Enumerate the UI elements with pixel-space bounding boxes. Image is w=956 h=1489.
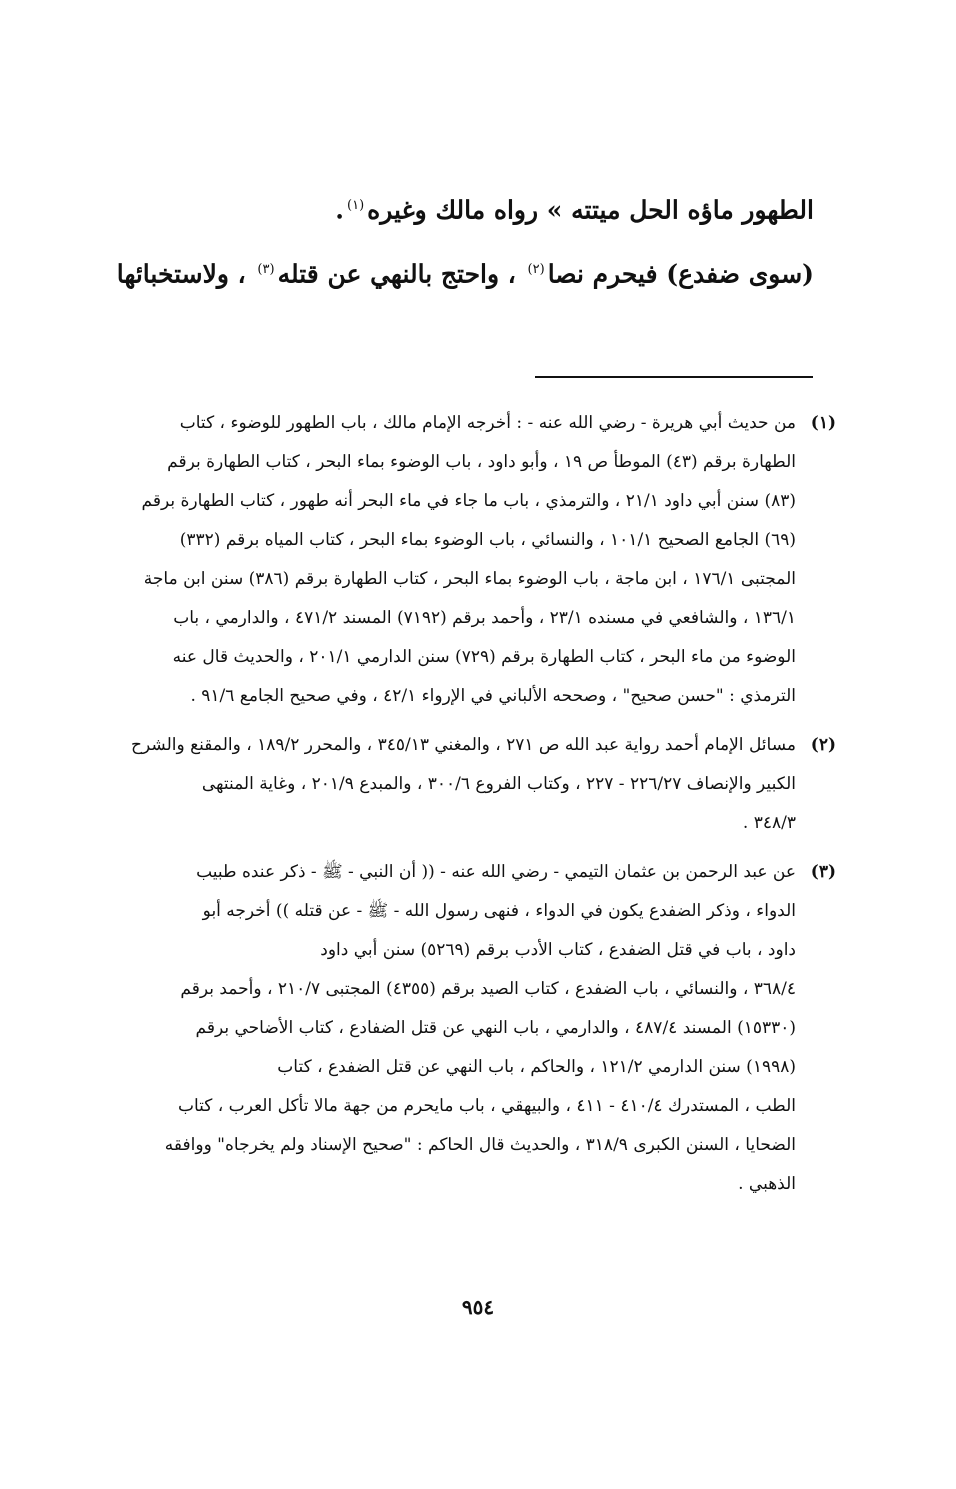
footnote-line: (١٩٩٨) سنن الدارمي ١٢١/٢ ، والحاكم ، باب النهي عن قتل الضفدع ، كتاب [277, 1057, 796, 1077]
footnote-line: ١٣٦/١ ، والشافعي في مسنده ٢٣/١ ، وأحمد برقم (٧١٩٢) المسند ٤٧١/٢ ، والدارمي ، باب [173, 608, 796, 628]
main-text [62, 176, 814, 305]
main-line-2-text-c: ، ولاستخبائها [116, 259, 246, 289]
footnote-3 [66, 853, 836, 1204]
footnote-ref-1: (١) [347, 198, 365, 213]
footnote-line: الترمذي : "حسن صحيح" ، وصححه الألباني في الإرواء ٤٢/١ ، وفي صحيح الجامع ٩١/٦ . [190, 686, 796, 706]
footnote-line: الدواء ، وذكر الضفدع يكون في الدواء ، فنهى رسول الله - ﷺ - عن قتله )) أخرجه أبو [202, 901, 796, 921]
main-line-2-text-b: ، واحتج بالنهي عن قتله [277, 259, 516, 289]
footnote-line: من حديث أبي هريرة - رضي الله عنه - : أخرجه الإمام مالك ، باب الطهور للوضوء ، كتاب [179, 413, 796, 433]
page-number: ٩٥٤ [461, 1295, 495, 1319]
footnote-line: (٨٣) سنن أبي داود ٢١/١ ، والترمذي ، باب ما جاء في ماء البحر أنه طهور ، كتاب الطهارة برقم [141, 491, 796, 511]
footnote-number: (١) [810, 413, 836, 433]
main-line-2 [62, 240, 814, 304]
main-line-1-end: . [335, 195, 345, 225]
footnote-separator [535, 376, 813, 378]
footnote-line: ٣٤٨/٣ . [742, 813, 796, 833]
footnote-line: الوضوء من ماء البحر ، كتاب الطهارة برقم (٧٢٩) سنن الدارمي ٢٠١/١ ، والحديث قال عنه [172, 647, 796, 667]
footnote-line: عن عبد الرحمن بن عثمان التيمي - رضي الله عنه - (( أن النبي - ﷺ - ذكر عنده طبيب [196, 862, 796, 882]
footnote-line: داود ، باب في قتل الضفدع ، كتاب الأدب برقم (٥٢٦٩) سنن أبي داود [320, 940, 796, 960]
footnote-line: الكبير والإنصاف ٢٢٦/٢٧ - ٢٢٧ ، وكتاب الفروع ٣٠٠/٦ ، والمبدع ٢٠١/٩ ، وغاية المنتهى [201, 774, 796, 794]
matn-highlight: (سوى ضفدع) [666, 259, 814, 289]
footnote-body [66, 726, 796, 843]
footnote-ref-3: (٣) [257, 262, 275, 278]
footnote-1 [66, 404, 836, 716]
footnote-line: الطب ، المستدرك ٤١٠/٤ - ٤١١ ، والبيهقي ، باب مايحرم من جهة مالا تأكل العرب ، كتاب [177, 1096, 796, 1116]
footnote-line: مسائل الإمام أحمد رواية عبد الله ص ٢٧١ ، والمغني ٣٤٥/١٣ ، والمحرر ١٨٩/٢ ، والمقنع والشرح [131, 735, 796, 755]
footnote-line: الطهارة برقم (٤٣) الموطأ ص ١٩ ، وأبو داود ، باب الوضوء بماء البحر ، كتاب الطهارة برقم [167, 452, 796, 472]
footnote-body [66, 404, 796, 716]
footnote-number: (٣) [810, 862, 836, 882]
main-line-2-text-a: فيحرم نصا [547, 259, 658, 289]
footnote-line: (١٥٣٣٠) المسند ٤٨٧/٤ ، والدارمي ، باب النهي عن قتل الضفادع ، كتاب الأضاحي برقم [195, 1018, 796, 1038]
footnote-2 [66, 726, 836, 843]
footnote-line: (٦٩) الجامع الصحيح ١٠١/١ ، والنسائي ، باب الوضوء بماء البحر ، كتاب المياه برقم (٣٣٢) [179, 530, 796, 550]
footnotes [66, 404, 836, 1214]
main-line-1-text: الطهور ماؤه الحل ميتته » رواه مالك وغيره [367, 195, 814, 225]
footnote-body [66, 853, 796, 1204]
footnote-line: ٣٦٨/٤ ، والنسائي ، باب الضفدع ، كتاب الصيد برقم (٤٣٥٥) المجتبى ٢١٠/٧ ، وأحمد برقم [180, 979, 796, 999]
footnote-line: الذهبي . [738, 1174, 796, 1194]
main-line-1 [62, 176, 814, 240]
footnote-line: المجتبى ١٧٦/١ ، ابن ماجة ، باب الوضوء بماء البحر ، كتاب الطهارة برقم (٣٨٦) سنن ابن ماجة [143, 569, 796, 589]
footnote-number: (٢) [810, 735, 836, 755]
footnote-ref-2: (٢) [527, 262, 545, 278]
footnote-line: الضحايا ، السنن الكبرى ٣١٨/٩ ، والحديث قال الحاكم : "صحيح الإسناد ولم يخرجاه" ووافقه [164, 1135, 796, 1155]
